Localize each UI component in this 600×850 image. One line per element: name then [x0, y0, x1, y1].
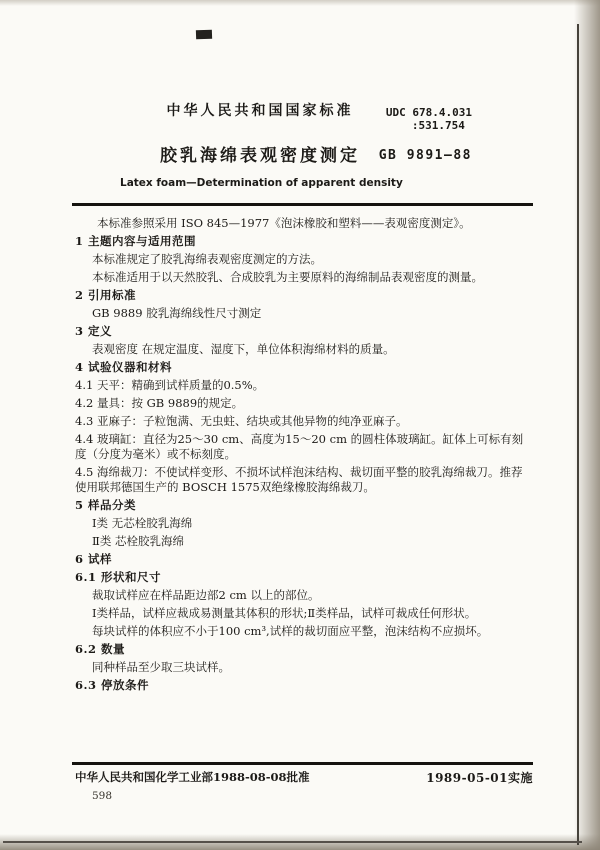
section-6-2-para-1: 同种样品至少取三块试样。 [92, 660, 230, 674]
intro-paragraph: 本标准参照采用 ISO 845—1977《泡沫橡胶和塑料——表观密度测定》。 [97, 216, 471, 230]
section-4-item-5: 4.5 海绵裁刀：不使试样变形、不损坏试样泡沫结构、裁切面平整的胶乳海绵裁刀。推荐使用联邦德国生产的 BOSCH 1575双绝缘橡胶海绵裁刀。 [75, 465, 523, 494]
document-title: 胶乳海绵表观密度测定 [160, 146, 360, 166]
section-6-2-heading: 6.2 数量 [75, 642, 126, 656]
implementation-date: 1989-05-01实施 [426, 771, 533, 785]
section-5-class-2: Ⅱ类 芯栓胶乳海绵 [92, 534, 184, 548]
section-1-para-1: 本标准规定了胶乳海绵表观密度测定的方法。 [92, 252, 322, 266]
stamp-mark [196, 30, 212, 40]
section-6-heading: 6 试样 [75, 552, 113, 566]
section-4-item-2: 4.2 量具：按 GB 9889的规定。 [75, 396, 244, 410]
scan-edge-top [0, 0, 600, 6]
scan-border-line-horizontal [3, 841, 582, 843]
section-4-heading: 4 试验仪器和材料 [75, 360, 173, 374]
section-4-item-1: 4.1 天平：精确到试样质量的0.5%。 [75, 378, 265, 392]
section-1-heading: 1 主题内容与适用范围 [75, 234, 197, 248]
section-1-para-2: 本标准适用于以天然胶乳、合成胶乳为主要原料的海绵制品表观密度的测量。 [92, 270, 483, 284]
national-standard-label: 中华人民共和国国家标准 [166, 103, 354, 119]
header-rule [72, 203, 533, 206]
scan-border-line-vertical [577, 24, 579, 845]
section-5-class-1: Ⅰ类 无芯栓胶乳海绵 [92, 516, 193, 530]
section-3-heading: 3 定义 [75, 324, 113, 338]
footer-rule [72, 762, 533, 765]
english-subtitle: Latex foam—Determination of apparent density [120, 177, 403, 189]
section-6-1-heading: 6.1 形状和尺寸 [75, 570, 162, 584]
section-2-para-1: GB 9889 胶乳海绵线性尺寸测定 [92, 306, 262, 320]
section-6-1-para-2: Ⅰ类样品，试样应裁成易测量其体积的形状;Ⅱ类样品，试样可裁成任何形状。 [92, 606, 477, 620]
standard-number: GB 9891—88 [378, 148, 472, 163]
udc-number [386, 106, 472, 132]
udc-line-1: UDC 678.4.031 [385, 106, 472, 119]
footer [75, 769, 533, 786]
section-5-heading: 5 样品分类 [75, 498, 137, 512]
section-2-heading: 2 引用标准 [75, 288, 137, 302]
section-3-para-1: 表观密度 在规定温度、湿度下，单位体积海绵材料的质量。 [92, 342, 395, 356]
section-6-3-heading: 6.3 停放条件 [75, 678, 150, 692]
page-number: 598 [92, 790, 113, 802]
approval-statement: 中华人民共和国化学工业部1988-08-08批准 [75, 770, 310, 784]
section-4-item-3: 4.3 亚麻子：子粒饱满、无虫蛀、结块或其他异物的纯净亚麻子。 [75, 414, 408, 428]
document-body [75, 216, 533, 696]
udc-line-2: :531.754 [411, 119, 465, 132]
section-6-1-para-1: 裁取试样应在样品距边部2 cm 以上的部位。 [92, 588, 320, 602]
section-6-1-para-3: 每块试样的体积应不小于100 cm³,试样的裁切面应平整，泡沫结构不应损坏。 [92, 624, 489, 638]
section-4-item-4: 4.4 玻璃缸：直径为25～30 cm、高度为15～20 cm 的圆柱体玻璃缸。缸体上可标有刻度（分度为毫米）或不标刻度。 [75, 432, 524, 461]
